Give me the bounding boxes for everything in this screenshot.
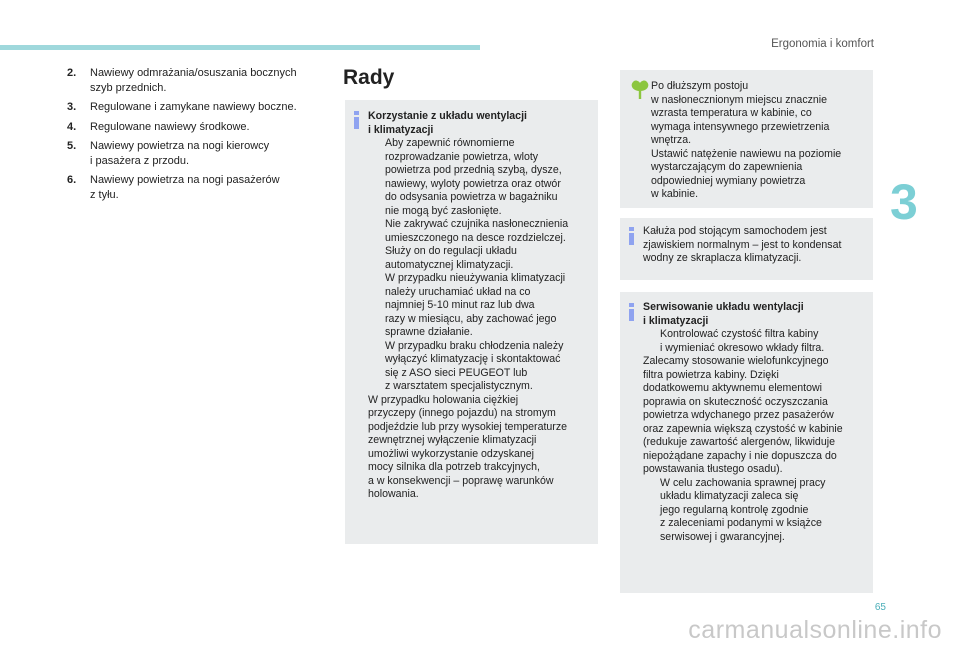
- bullet-text: W przypadku nieużywania klimatyzacji należy uruchamiać układ na co najmniej 5-10 minut raz lub dwa razy w miesiącu, aby zachować jego sprawne działanie.: [385, 272, 566, 338]
- list-item: [67, 139, 332, 168]
- towing-paragraph: W przypadku holowania ciężkiej przyczepy (innego pojazdu) na stromym podjeździe lub przy wysokiej temperaturze zewnętrznej wyłączenie klimatyzacji umożliwi wykorzystanie odzyskanej mocy silnika dla potrzeb trakcyjnych, a w konsekwencji – poprawę warunków holowania.: [368, 393, 568, 500]
- bullet-text: W celu zachowania sprawnej pracy układu klimatyzacji zaleca się jego regularną kontrolę zgodnie z zaleceniami podanymi w książce serwisowej i gwarancyjnej.: [660, 476, 826, 543]
- list-item: [67, 173, 332, 202]
- item-number: 4.: [67, 120, 77, 133]
- section-title: Ergonomia i komfort: [771, 38, 874, 50]
- box-title: Korzystanie z układu wentylacji i klimatyzacji: [368, 110, 527, 136]
- checkbox-bullet-icon: [643, 328, 660, 355]
- list-item: [67, 100, 332, 115]
- item-text: Nawiewy powietrza na nogi kierowcy i pasażera z przodu.: [90, 140, 270, 167]
- servicing-box: [620, 292, 873, 593]
- list-item: [67, 120, 332, 135]
- advice-bullet: [368, 137, 596, 218]
- list-item: [67, 66, 332, 95]
- advice-bullet: [643, 328, 871, 355]
- box-title: Serwisowanie układu wentylacji i klimatyzacji: [643, 301, 804, 327]
- checkbox-bullet-icon: [368, 340, 385, 394]
- header-accent-bar: [0, 45, 480, 50]
- info-icon: [627, 303, 636, 321]
- item-number: 3.: [67, 101, 77, 113]
- item-text: Nawiewy odmrażania/osuszania bocznych szyb przednich.: [90, 67, 297, 94]
- item-number: 5.: [67, 140, 77, 152]
- item-number: 6.: [67, 174, 77, 186]
- item-text: Regulowane i zamykane nawiewy boczne.: [90, 101, 297, 113]
- leaf-icon: [629, 78, 651, 100]
- box-text: Po dłuższym postoju w nasłonecznionym miejscu znacznie wzrasta temperatura w kabinie, co wymaga intensywnego przewietrzenia wnętrza. Ustawić natężenie nawiewu na poziomie wystarczającym do zapewnienia odpowiedniej wymiany powietrza w kabinie.: [651, 80, 842, 200]
- watermark-text: carmanualsonline.info: [688, 616, 942, 644]
- advice-bullet: [368, 218, 596, 272]
- checkbox-bullet-icon: [643, 477, 660, 545]
- bullet-text: W przypadku braku chłodzenia należy wyłączyć klimatyzację i skontaktować się z ASO sieci PEUGEOT lub z warsztatem specjalistycznym.: [385, 339, 564, 392]
- filter-paragraph: Zalecamy stosowanie wielofunkcyjnego filtra powietrza kabiny. Dzięki dodatkowemu aktywnemu elementowi poprawia on skuteczność oczyszczania powietrza wdychanego przez pasażerów oraz zapewnia większą czystość w kabinie (redukuje zawartość alergenów, likwiduje niepożądane zapachy i nie dopuszcza do powstawania tłustego osadu).: [643, 355, 843, 475]
- condensation-info-box: [620, 218, 873, 280]
- box-text: Kałuża pod stojącym samochodem jest zjawiskiem normalnym – jest to kondensat wodny ze skraplacza klimatyzacji.: [643, 225, 842, 264]
- bullet-text: Nie zakrywać czujnika nasłonecznienia umieszczonego na desce rozdzielczej. Służy on do regulacji układu automatycznej klimatyzacji.: [385, 218, 569, 271]
- bullet-text: Kontrolować czystość filtra kabiny i wymieniać okresowo wkłady filtra.: [660, 328, 825, 354]
- advice-heading: Rady: [343, 66, 395, 89]
- checkbox-bullet-icon: [368, 272, 385, 340]
- eco-tip-box: [620, 70, 873, 208]
- info-icon: [627, 227, 636, 245]
- chapter-number: 3: [890, 174, 918, 230]
- advice-bullet: [643, 477, 871, 545]
- air-vents-list: [67, 66, 332, 207]
- page-number: 65: [874, 602, 886, 613]
- item-text: Nawiewy powietrza na nogi pasażerów z tyłu.: [90, 174, 280, 201]
- item-number: 2.: [67, 67, 77, 79]
- item-text: Regulowane nawiewy środkowe.: [90, 120, 250, 133]
- advice-bullet: [368, 272, 596, 340]
- info-icon: [352, 111, 361, 129]
- checkbox-bullet-icon: [368, 218, 385, 272]
- checkbox-bullet-icon: [368, 137, 385, 218]
- ventilation-usage-box: [345, 100, 598, 544]
- bullet-text: Aby zapewnić równomierne rozprowadzanie powietrza, wloty powietrza pod przednią szybą, dysze, nawiewy, wyloty powietrza oraz otwór do odsysania powietrza w bagażniku nie mogą być zasłonięte.: [385, 137, 562, 217]
- advice-bullet: [368, 340, 596, 394]
